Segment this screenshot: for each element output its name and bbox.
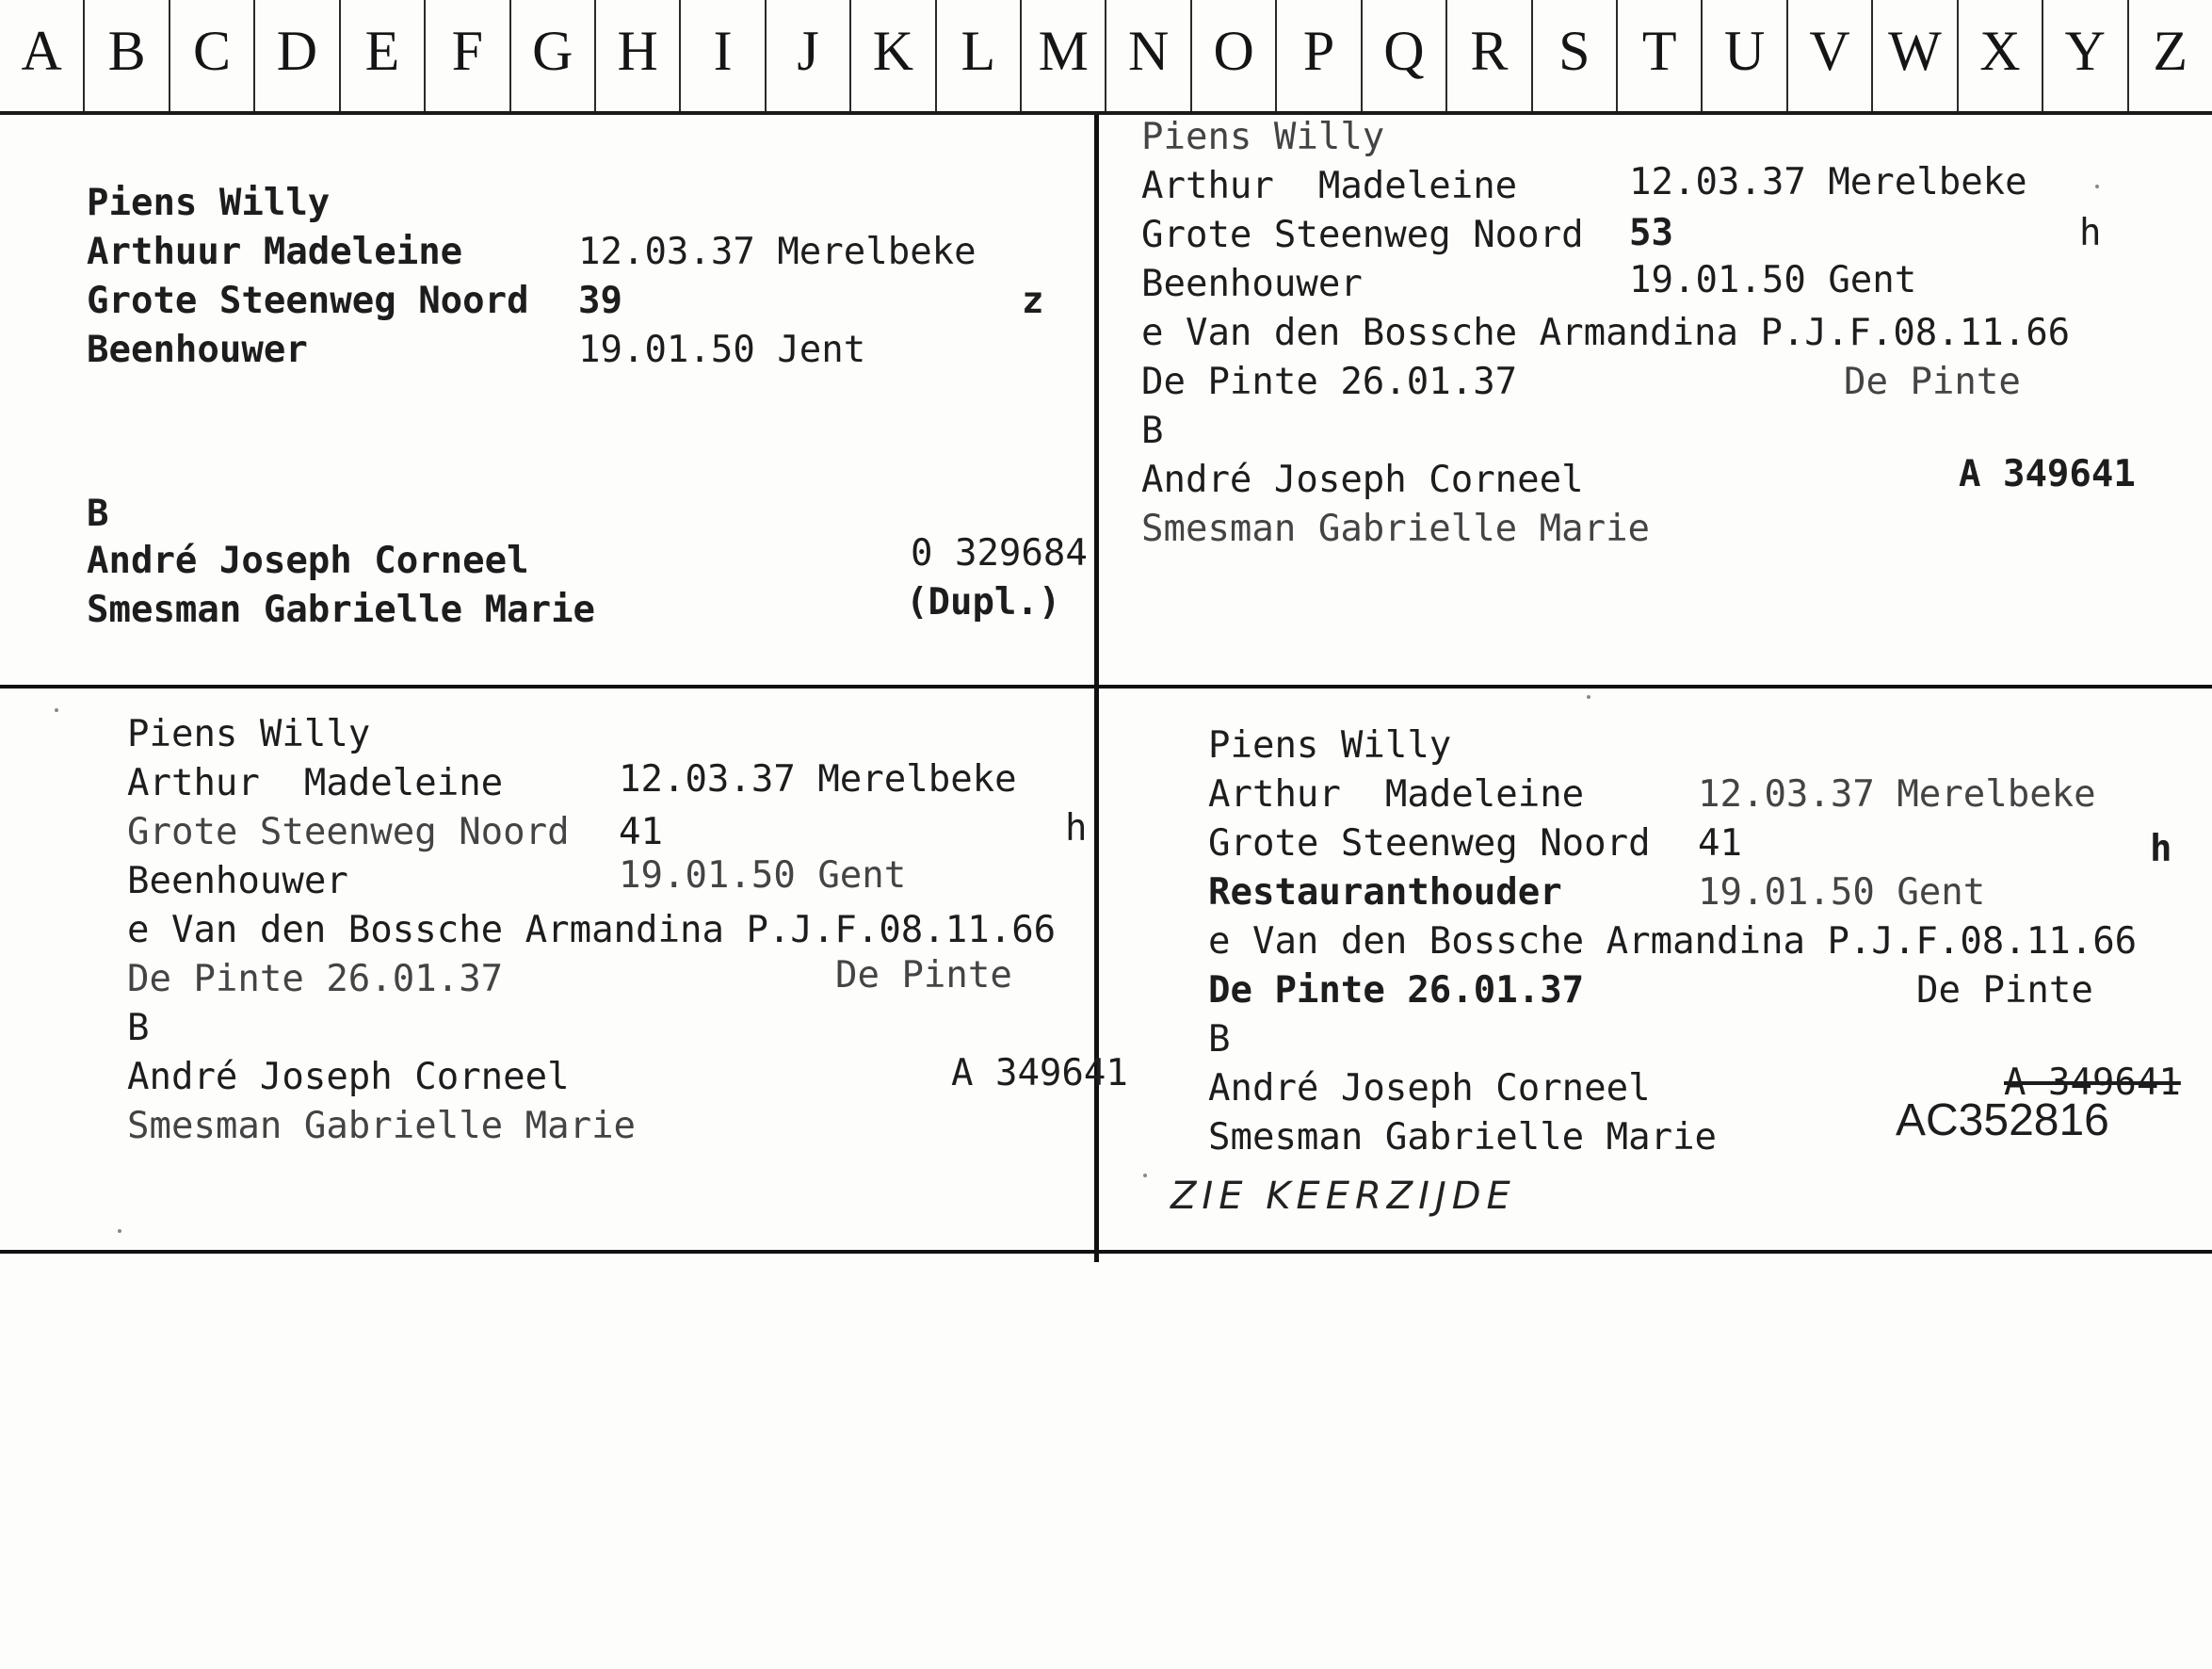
card-birth: 12.03.37 Merelbeke bbox=[1629, 161, 2027, 203]
scan-speck bbox=[1587, 695, 1590, 699]
card-mother: Smesman Gabrielle Marie bbox=[1208, 1116, 1718, 1159]
alpha-tab[interactable]: A bbox=[0, 0, 85, 111]
card-mark: h bbox=[1065, 807, 1088, 850]
card-number: A 349641 bbox=[1959, 453, 2136, 495]
card-reg-date: 19.01.50 Gent bbox=[619, 854, 907, 897]
alpha-tab[interactable]: E bbox=[341, 0, 426, 111]
card-occupation: Restauranthouder bbox=[1208, 871, 1562, 914]
card-birth: 12.03.37 Merelbeke bbox=[578, 231, 977, 273]
alpha-tab[interactable]: S bbox=[1533, 0, 1618, 111]
alpha-tab[interactable]: M bbox=[1022, 0, 1106, 111]
card-section: B bbox=[127, 1007, 150, 1049]
card-name: Piens Willy bbox=[1141, 116, 1385, 158]
card-number: A 349641 bbox=[951, 1052, 1128, 1094]
scan-speck bbox=[118, 1229, 121, 1233]
alpha-tab[interactable]: U bbox=[1703, 0, 1787, 111]
card-spouse-birth: De Pinte 26.01.37 bbox=[1141, 361, 1518, 403]
alpha-tab[interactable]: C bbox=[170, 0, 255, 111]
card-birth: 12.03.37 Merelbeke bbox=[1698, 773, 2096, 816]
handwritten-note: ZIE KEERZIJDE bbox=[1171, 1175, 1516, 1218]
alpha-tab[interactable]: D bbox=[255, 0, 340, 111]
card-reg-date: 19.01.50 Gent bbox=[1698, 871, 1986, 914]
scan-speck bbox=[55, 708, 58, 712]
card-spouse-birth: De Pinte 26.01.37 bbox=[127, 958, 504, 1000]
record-card-4 bbox=[1171, 720, 2181, 1669]
card-given-names: André Joseph Corneel bbox=[1141, 459, 1584, 501]
card-parents: Arthur Madeleine bbox=[1208, 773, 1585, 816]
card-given-names: André Joseph Corneel bbox=[1208, 1067, 1651, 1110]
card-given-names: André Joseph Corneel bbox=[87, 540, 529, 582]
alpha-tab[interactable]: F bbox=[426, 0, 510, 111]
card-section: B bbox=[87, 493, 109, 535]
alpha-tab[interactable]: I bbox=[681, 0, 766, 111]
card-section: B bbox=[1141, 410, 1164, 452]
alpha-tab[interactable]: G bbox=[511, 0, 596, 111]
card-street: Grote Steenweg Noord bbox=[127, 811, 570, 853]
card-occupation: Beenhouwer bbox=[127, 860, 348, 902]
card-name: Piens Willy bbox=[127, 713, 371, 755]
card-name: Piens Willy bbox=[87, 182, 331, 224]
card-mark: h bbox=[2079, 212, 2102, 254]
alpha-tab[interactable]: R bbox=[1447, 0, 1532, 111]
card-birth: 12.03.37 Merelbeke bbox=[619, 758, 1017, 801]
alpha-tab[interactable]: K bbox=[851, 0, 936, 111]
card-old-number: A 349641 bbox=[2004, 1061, 2181, 1104]
card-new-number: AC352816 bbox=[1896, 1095, 2109, 1145]
card-mother: Smesman Gabrielle Marie bbox=[87, 589, 596, 631]
card-spouse: e Van den Bossche Armandina P.J.F.08.11.66 bbox=[1208, 920, 2138, 963]
card-house-no: 39 bbox=[578, 280, 622, 322]
card-house-no: 53 bbox=[1629, 212, 1673, 254]
card-mark: h bbox=[2150, 828, 2172, 870]
card-mother: Smesman Gabrielle Marie bbox=[1141, 508, 1651, 550]
card-parents: Arthur Madeleine bbox=[127, 762, 504, 804]
alpha-tab[interactable]: V bbox=[1788, 0, 1873, 111]
card-parents: Arthur Madeleine bbox=[1141, 165, 1518, 207]
card-occupation: Beenhouwer bbox=[1141, 263, 1363, 305]
card-reg-date: 19.01.50 Jent bbox=[578, 329, 866, 371]
alpha-tab[interactable]: N bbox=[1106, 0, 1191, 111]
card-mark: z bbox=[1022, 280, 1044, 322]
alpha-tab[interactable]: X bbox=[1959, 0, 2043, 111]
alpha-tab[interactable]: W bbox=[1873, 0, 1958, 111]
alpha-tab[interactable]: H bbox=[596, 0, 681, 111]
card-note: (Dupl.) bbox=[906, 581, 1061, 624]
alpha-tab[interactable]: O bbox=[1192, 0, 1277, 111]
alpha-tab[interactable]: Q bbox=[1363, 0, 1447, 111]
card-street: Grote Steenweg Noord bbox=[87, 280, 529, 322]
card-number: 0 329684 bbox=[911, 532, 1088, 575]
alpha-tab[interactable]: Y bbox=[2043, 0, 2128, 111]
alpha-tab[interactable]: T bbox=[1618, 0, 1703, 111]
card-parents: Arthuur Madeleine bbox=[87, 231, 463, 273]
card-house-no: 41 bbox=[1698, 822, 1742, 865]
horizontal-divider bbox=[0, 685, 2212, 689]
card-name: Piens Willy bbox=[1208, 724, 1452, 767]
alphabet-index bbox=[0, 0, 2212, 115]
scan-speck bbox=[2095, 185, 2099, 188]
card-reg-date: 19.01.50 Gent bbox=[1629, 259, 1917, 301]
card-occupation: Beenhouwer bbox=[87, 329, 308, 371]
scan-speck bbox=[1143, 1174, 1147, 1177]
card-spouse: e Van den Bossche Armandina P.J.F.08.11.66 bbox=[127, 909, 1057, 951]
bottom-divider bbox=[0, 1250, 2212, 1254]
card-section: B bbox=[1208, 1018, 1231, 1061]
alpha-tab[interactable]: B bbox=[85, 0, 170, 111]
card-spouse-place: De Pinte bbox=[835, 954, 1012, 997]
alpha-tab[interactable]: L bbox=[937, 0, 1022, 111]
card-given-names: André Joseph Corneel bbox=[127, 1056, 570, 1098]
card-spouse: e Van den Bossche Armandina P.J.F.08.11.66 bbox=[1141, 312, 2071, 354]
alpha-tab[interactable]: Z bbox=[2153, 19, 2188, 82]
card-spouse-birth: De Pinte 26.01.37 bbox=[1208, 969, 1585, 1012]
card-street: Grote Steenweg Noord bbox=[1208, 822, 1651, 865]
card-street: Grote Steenweg Noord bbox=[1141, 214, 1584, 256]
card-spouse-place: De Pinte bbox=[1844, 361, 2021, 403]
card-mother: Smesman Gabrielle Marie bbox=[127, 1105, 637, 1147]
alpha-tab[interactable]: J bbox=[767, 0, 851, 111]
alpha-tab[interactable]: P bbox=[1277, 0, 1362, 111]
record-card-3 bbox=[127, 708, 1128, 1552]
card-spouse-place: De Pinte bbox=[1916, 969, 2093, 1012]
card-house-no: 41 bbox=[619, 811, 663, 853]
